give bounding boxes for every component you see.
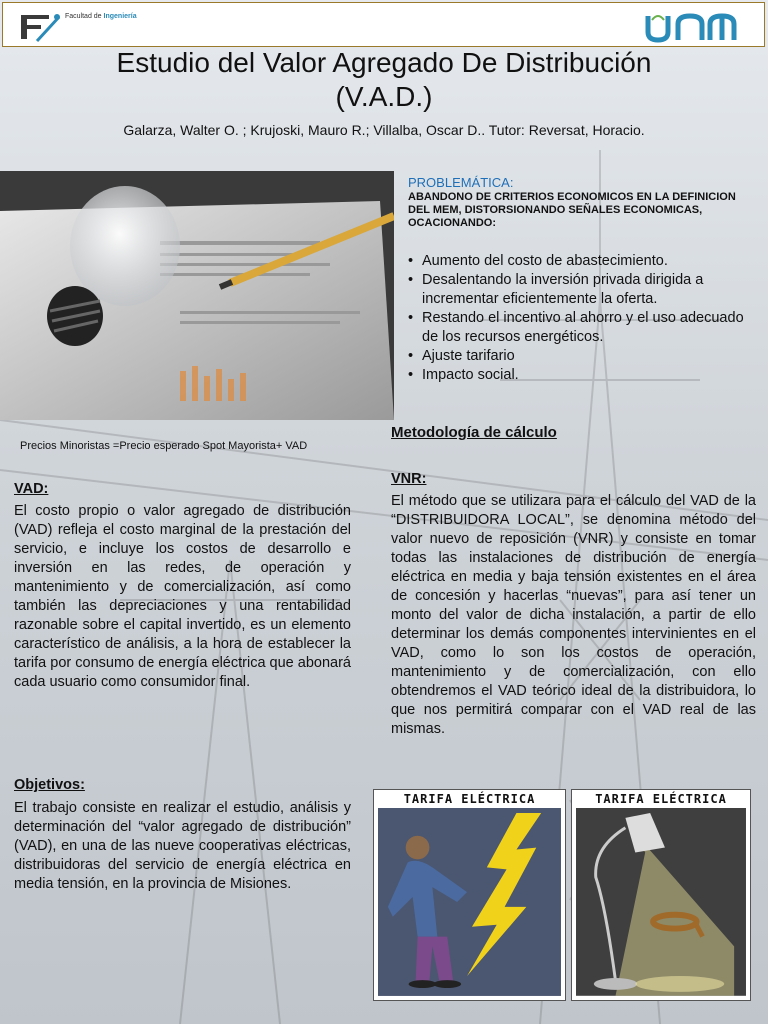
price-formula: Precios Minoristas =Precio esperado Spot Mayorista+ VAD bbox=[20, 440, 308, 452]
list-item: • Aumento del costo de abastecimiento. bbox=[408, 252, 758, 271]
vad-heading: VAD: bbox=[14, 481, 49, 497]
problematica-subtitle: ABANDONO DE CRITERIOS ECONOMICOS EN LA DEFINICION DEL MEM, DISTORSIONANDO SEÑALES ECONOMICAS, OCACIONANDO: bbox=[408, 191, 736, 229]
cartoon-title: TARIFA ELÉCTRICA bbox=[403, 792, 536, 806]
header-bar bbox=[2, 2, 765, 47]
cartoon-shock bbox=[373, 789, 566, 1001]
list-item: • Ajuste tarifario bbox=[408, 347, 758, 366]
list-item: • Desalentando la inversión privada dirigida a incrementar eficientemente la oferta. bbox=[408, 271, 758, 309]
unam-logo bbox=[644, 10, 748, 44]
metodologia-heading: Metodología de cálculo bbox=[391, 424, 557, 441]
authors: Galarza, Walter O. ; Krujoski, Mauro R.; Villalba, Oscar D.. Tutor: Reversat, Horacio. bbox=[123, 122, 645, 138]
fi-logo-text: Facultad de Ingeniería bbox=[65, 13, 137, 20]
problematica-list bbox=[408, 252, 758, 385]
list-item: • Restando el incentivo al ahorro y el uso adecuado de los recursos energéticos. bbox=[408, 309, 758, 347]
cartoon-lamp bbox=[571, 789, 751, 1001]
objetivos-text: El trabajo consiste en realizar el estudio, análisis y determinación del “valor agregado de distribución” (VAD), en una de las nueve cooperativas eléctricas, distribuidoras del servicio de energía eléctrica en media tensión, en la provincia de Misiones. bbox=[14, 800, 351, 892]
fi-logo bbox=[19, 11, 63, 43]
vad-text: El costo propio o valor agregado de distribución (VAD) refleja el costo marginal de la prestación del servicio, e incluye los costos de desarrollo e inversión en las redes, de operación y mantenimiento y de comercialización, así como también las depreciaciones y una rentabilidad razonable sobre el capital invertido, es un elemento característico de análisis, a la hora de establecer la tarifa por consumo de energía eléctrica que abonará cada usuario como consumidor final. bbox=[14, 503, 351, 690]
vnr-text: El método que se utilizara para el cálculo del VAD de la “DISTRIBUIDORA LOCAL”, se denomina método del valor nuevo de reposición (VNR) y consiste en tomar todas las instalaciones de distribución de energía eléctrica en media y baja tensión existentes en el área de concesión y hacerlas “nuevas”, para así tener un monto del valor de dicha instalación, a partir de ello determinar los demás componentes intervinientes en el VAD, como lo son los costos de operación, mantenimiento y de comercialización, con ello obtendremos el VAD teórico ideal de la distribuidora, lo que nos permitirá comparar con el VAD real de las mismas. bbox=[391, 493, 756, 737]
poster-title: Estudio del Valor Agregado De Distribución (V.A.D.) bbox=[116, 47, 652, 112]
problematica-title: PROBLEMÁTICA: bbox=[408, 175, 514, 190]
lamp-belt-illustration bbox=[576, 808, 746, 996]
vnr-heading: VNR: bbox=[391, 471, 427, 487]
electric-shock-illustration bbox=[378, 808, 561, 996]
lightbulb-photo bbox=[0, 171, 394, 420]
list-item: • Impacto social. bbox=[408, 366, 758, 385]
cartoon-title: TARIFA ELÉCTRICA bbox=[595, 792, 727, 806]
objetivos-heading: Objetivos: bbox=[14, 777, 85, 793]
